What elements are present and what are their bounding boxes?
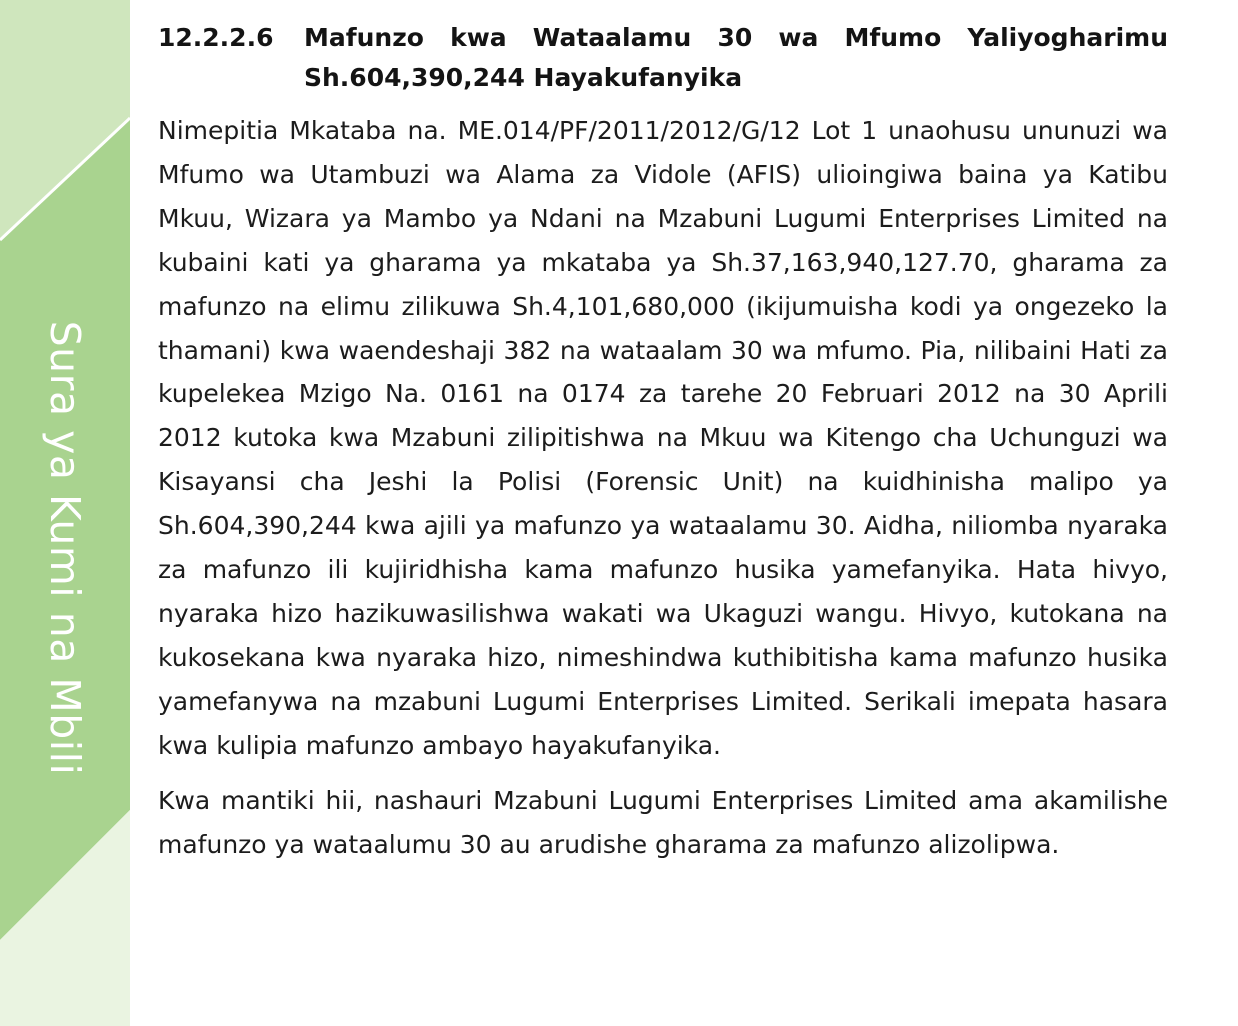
chapter-side-band [0,0,130,1026]
section-number: 12.2.2.6 [158,23,274,52]
chapter-side-title: Sura ya Kumi na Mbili [41,320,89,776]
document-body [158,18,1168,866]
body-paragraph-1: Nimepitia Mkataba na. ME.014/PF/2011/2012/G/12 Lot 1 unaohusu ununuzi wa Mfumo wa Utambuzi wa Alama za Vidole (AFIS) ulioingiwa baina ya Katibu Mkuu, Wizara ya Mambo ya Ndani na Mzabuni Lugumi Enterprises Limited na kubaini kati ya gharama ya mkataba ya Sh.37,163,940,127.70, gharama za mafunzo na elimu zilikuwa Sh.4,101,680,000 (ikijumuisha kodi ya ongezeko la thamani) kwa waendeshaji 382 na wataalam 30 wa mfumo. Pia, nilibaini Hati za kupelekea Mzigo Na. 0161 na 0174 za tarehe 20 Februari 2012 na 30 Aprili 2012 kutoka kwa Mzabuni zilipitishwa na Mkuu wa Kitengo cha Uchunguzi wa Kisayansi cha Jeshi la Polisi (Forensic Unit) na kuidhinisha malipo ya Sh.604,390,244 kwa ajili ya mafunzo ya wataalamu 30. Aidha, niliomba nyaraka za mafunzo ili kujiridhisha kama mafunzo husika yamefanyika. Hata hivyo, nyaraka hizo hazikuwasilishwa wakati wa Ukaguzi wangu. Hivyo, kutokana na kukosekana kwa nyaraka hizo, nimeshindwa kuthibitisha kama mafunzo husika yamefanywa na mzabuni Lugumi Enterprises Limited. Serikali imepata hasara kwa kulipia mafunzo ambayo hayakufanyika. [158,116,1168,760]
section-title: Mafunzo kwa Wataalamu 30 wa Mfumo Yaliyogharimu Sh.604,390,244 Hayakufanyika [304,23,1168,92]
section-heading [158,18,1168,98]
body-paragraph-2: Kwa mantiki hii, nashauri Mzabuni Lugumi Enterprises Limited ama akamilishe mafunzo ya wataalumu 30 au arudishe gharama za mafunzo alizolipwa. [158,785,1168,859]
